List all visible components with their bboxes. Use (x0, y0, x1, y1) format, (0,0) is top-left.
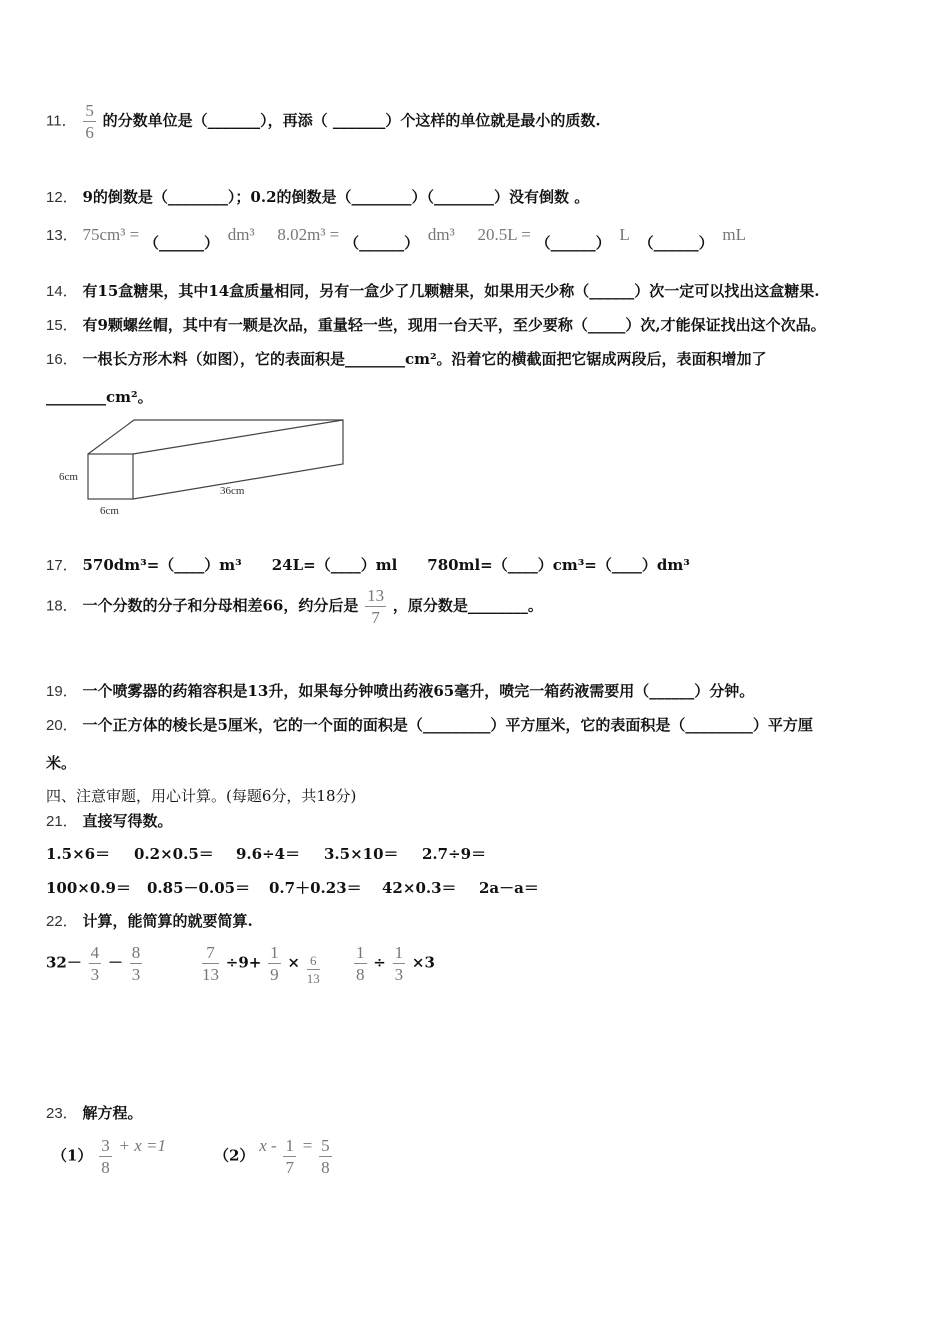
question-19 (46, 680, 754, 701)
question-text: 有15盒糖果，其中14盒质量相同，另有一盒少了几颗糖果，如果用天少称（______）次一定可以找出这盒糖果. (82, 282, 820, 300)
question-20-cont (46, 752, 76, 773)
question-number: 12． (46, 189, 78, 206)
question-16-cont (46, 386, 153, 407)
fraction: $\frac{1}{8}$ (356, 943, 365, 984)
calc-item: 2.7÷9＝ (422, 845, 487, 863)
question-number: 19． (46, 683, 78, 700)
expr-text: ÷9+ (225, 953, 262, 972)
answer-blank: （______） (638, 234, 714, 252)
expr-text: 32－ (46, 953, 82, 972)
calc-item: 42×0.3＝ (382, 879, 457, 897)
calc-item: 0.7＋0.23＝ (269, 879, 362, 897)
conversion-a: 75cm³ = (82, 225, 140, 244)
question-17 (46, 554, 690, 575)
question-text: 570dm³=（____）m³ 24L=（____）ml 780ml=（____）cm³=（____）dm³ (82, 556, 690, 574)
question-text: 9的倒数是（________）；0.2的倒数是（________）（________）没有倒数 。 (82, 188, 590, 206)
question-text: ，原分数是________。 (392, 596, 543, 615)
expr-text: ×3 (411, 953, 435, 972)
calc-item: 0.85－0.05＝ (147, 879, 251, 897)
question-18 (46, 587, 543, 626)
question-text: ________cm²。 (46, 388, 153, 406)
question-text: 一个正方体的棱长是5厘米，它的一个面的面积是（_________）平方厘米，它的表面积是（_________）平方厘 (82, 716, 813, 734)
equation-2 (214, 1137, 334, 1176)
question-text: 计算，能简算的就要简算. (82, 912, 253, 930)
question-21 (46, 810, 172, 831)
fraction: $\frac{1}{9}$ (270, 943, 279, 984)
question-text: 米。 (46, 754, 77, 772)
fraction: $\frac{5}{6}$ (85, 101, 94, 142)
question-text: 一个喷雾器的药箱容积是13升，如果每分钟喷出药液65毫升，喷完一箱药液需要用（______）分钟。 (82, 682, 755, 700)
calc-item: 3.5×10＝ (324, 845, 399, 863)
conversion-c: 20.5L = (477, 225, 531, 244)
answer-blank: （______） (143, 234, 219, 252)
unit-l: L (619, 225, 630, 244)
unit-ml: mL (722, 225, 746, 244)
question-number: 13． (46, 227, 78, 244)
fraction: $\frac{4}{3}$ (90, 943, 100, 984)
wood-block-figure (50, 418, 360, 522)
expr-text: ÷ (373, 953, 386, 972)
question-number: 22． (46, 913, 78, 930)
question-text: 有9颗螺丝帽，其中有一颗是次品，重量轻一些，现用一台天平，至少要称（_____）次,才能保证找出这个次品。 (82, 316, 826, 334)
question-12 (46, 186, 589, 207)
question-number: 14． (46, 283, 78, 300)
question-text: 一根长方形木料（如图），它的表面积是________cm²。沿着它的横截面把它锯成两段后，表面积增加了 (82, 350, 767, 368)
front-face (88, 454, 133, 499)
question-text: 直接写得数。 (82, 812, 173, 830)
question-text: 的分数单位是（_______），再添（ _______）个这样的单位就是最小的质数. (102, 111, 601, 130)
question-13 (46, 224, 746, 252)
fraction: $\frac{1}{7}$ (285, 1136, 294, 1177)
question-16 (46, 348, 767, 369)
section-title: 四、注意审题，用心计算。(每题6分，共18分) (46, 787, 357, 805)
fraction: $\frac{3}{8}$ (101, 1136, 110, 1177)
calc-row-2 (46, 877, 539, 898)
question-11 (46, 102, 601, 141)
expression-1 (46, 944, 144, 983)
question-number: 17． (46, 557, 78, 574)
fraction: $\frac{7}{13}$ (202, 943, 219, 984)
expr-text: × (287, 953, 300, 972)
question-number: 16． (46, 351, 78, 368)
equation-text: = (302, 1135, 313, 1155)
equation-text: + x =1 (118, 1135, 166, 1155)
question-number: 15． (46, 317, 78, 334)
part-label: （2） (214, 1146, 255, 1165)
expr-text: － (107, 953, 123, 972)
top-front-edge (133, 420, 343, 454)
question-text: 解方程。 (82, 1104, 143, 1122)
fraction: $\frac{1}{3}$ (394, 943, 404, 984)
calc-item: 9.6÷4＝ (236, 845, 301, 863)
question-number: 20． (46, 717, 78, 734)
calc-item: 0.2×0.5＝ (134, 845, 214, 863)
question-number: 23． (46, 1105, 78, 1122)
equation-1 (52, 1137, 166, 1176)
equation-text: x - (259, 1135, 277, 1155)
label-length: 36cm (220, 485, 245, 497)
question-number: 18． (46, 597, 78, 615)
conversion-b: 8.02m³ = (277, 225, 340, 244)
fraction: $\frac{6}{13}$ (306, 953, 320, 986)
question-20 (46, 714, 813, 735)
unit-dm3: dm³ (227, 225, 255, 244)
label-width: 6cm (100, 505, 119, 517)
calc-row-1 (46, 843, 486, 864)
expression-3 (352, 944, 435, 983)
expression-2 (200, 943, 322, 986)
question-15 (46, 314, 826, 335)
part-label: （1） (52, 1146, 93, 1165)
question-23 (46, 1102, 142, 1123)
fraction: $\frac{5}{8}$ (321, 1136, 330, 1177)
label-height: 6cm (59, 471, 78, 483)
unit-dm3: dm³ (427, 225, 455, 244)
fraction: $\frac{13}{7}$ (367, 586, 385, 627)
question-text: 一个分数的分子和分母相差66，约分后是 (82, 596, 359, 615)
top-side-edges (88, 420, 343, 499)
calc-item: 1.5×6＝ (46, 845, 111, 863)
fraction: $\frac{8}{3}$ (131, 943, 141, 984)
question-number: 21． (46, 813, 78, 830)
question-number: 11． (46, 112, 77, 130)
question-22 (46, 910, 253, 931)
answer-blank: （______） (535, 234, 611, 252)
calc-item: 2a－a＝ (479, 879, 539, 897)
question-14 (46, 280, 819, 301)
answer-blank: （______） (344, 234, 420, 252)
calc-item: 100×0.9＝ (46, 879, 131, 897)
